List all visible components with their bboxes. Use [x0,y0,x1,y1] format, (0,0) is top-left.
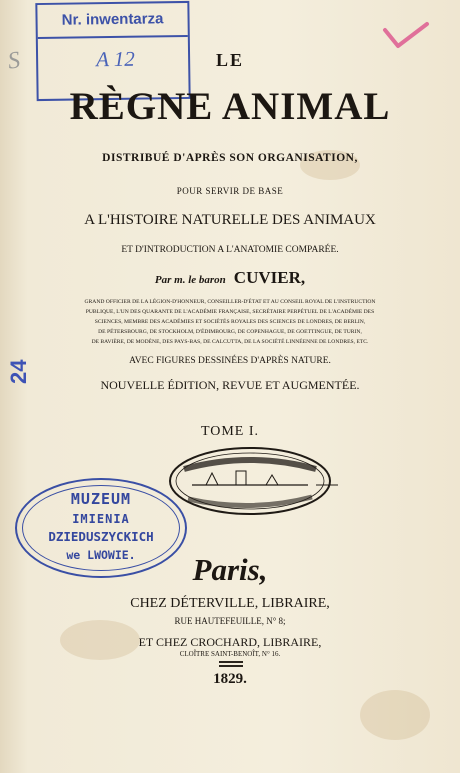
edition-line: NOUVELLE ÉDITION, REVUE ET AUGMENTÉE. [100,378,360,392]
publisher-2: ET CHEZ CROCHARD, LIBRAIRE, [138,635,322,649]
purpose-line: A L'HISTOIRE NATURELLE DES ANIMAUX [84,212,376,228]
paper-stain [360,690,430,740]
title-article: LE [215,50,244,70]
vignette-stamp-icon [166,441,338,521]
main-title: RÈGNE ANIMAL [69,85,391,128]
address-1: RUE HAUTEFEUILLE, N° 8; [174,616,286,626]
author-line [0,268,460,288]
divider [219,665,243,667]
inventory-stamp-title: Nr. inwentarza [37,3,187,39]
year: 1829. [213,671,247,687]
publisher-1: CHEZ DÉTERVILLE, LIBRAIRE, [130,596,330,611]
city: Paris, [192,552,268,587]
museum-stamp-line: DZIEDUSZYCKICH [48,529,154,544]
author-name: CUVIER, [233,268,306,287]
museum-stamp-line: we LWOWIE. [66,548,136,562]
credentials-line: PUBLIQUE, L'UN DES QUARANTE DE L'ACADÉMIE FRANÇAISE, SECRÉTAIRE PERPÉTUEL DE L'ACADÉMIE DES [85,309,375,315]
credentials-line: GRAND OFFICIER DE LA LÉGION-D'HONNEUR, CONSEILLER-D'ÉTAT ET AU CONSEIL ROYAL DE L'INSTRUCTION [84,299,376,305]
author-prefix: Par m. le baron [154,274,226,286]
pencil-mark: S [6,47,22,75]
credentials-line: SCIENCES, MEMBRE DES ACADÉMIES ET SOCIÉTÉS ROYALES DES SCIENCES DE LONDRES, DE BERLIN, [94,319,366,325]
credentials-line: DE PÉTERSBOURG, DE STOCKHOLM, D'ÉDIMBOURG, DE COPENHAGUE, DE GOETTINGUE, DE TURIN, [98,329,362,335]
pink-check-mark-icon [382,20,430,50]
margin-number: 24 [6,359,31,384]
subtitle: DISTRIBUÉ D'APRÈS SON ORGANISATION, [102,152,358,164]
intro-line: ET D'INTRODUCTION A L'ANATOMIE COMPARÉE. [121,245,339,255]
credentials-line: DE BAVIÈRE, DE MODÈNE, DES PAYS-BAS, DE CALCUTTA, DE LA SOCIÉTÉ LINNÉENNE DE LONDRES, ETC. [91,339,369,345]
figures-line: AVEC FIGURES DESSINÉES D'APRÈS NATURE. [129,356,331,366]
museum-stamp-line: IMIENIA [72,512,130,526]
museum-stamp-line: MUZEUM [70,490,132,508]
divider [219,661,243,663]
pour-servir: POUR SERVIR DE BASE [176,186,284,196]
address-2: CLOÎTRE SAINT-BENOÎT, N° 16. [179,650,281,658]
inventory-number: A 12 [95,46,135,72]
volume-line: TOME I. [200,424,260,439]
